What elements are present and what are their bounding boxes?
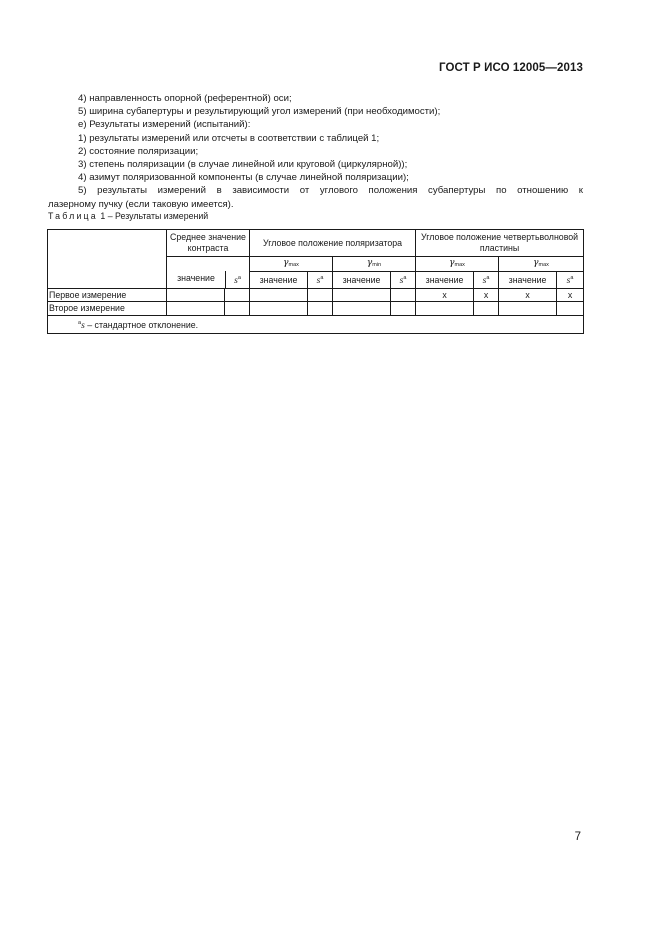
table-footnote-row [48, 316, 584, 334]
standard-header: ГОСТ Р ИСО 12005—2013 [438, 62, 583, 74]
value-label: значение [416, 272, 474, 289]
sd-label: $s^a$ [557, 272, 584, 289]
gamma-polarizer-min: γmin [333, 257, 416, 272]
quarter-wave-group-header: Угловое положение четвертьволновой пластины [416, 230, 584, 257]
table-row [48, 289, 584, 302]
table-cell [333, 289, 391, 302]
paragraph-line: 2) состояние поляризации; [78, 145, 199, 157]
table-cell: x [557, 289, 584, 302]
table-header-row [48, 230, 584, 257]
empty-corner-cell [48, 230, 167, 289]
table-cell [333, 302, 391, 316]
table-cell [557, 302, 584, 316]
polarizer-group-header: Угловое положение поляризатора [250, 230, 416, 257]
paragraph-line: 5) ширина субапертуры и результирующий угол измерений (при необходимости); [78, 106, 441, 118]
value-label: значение [333, 272, 391, 289]
table-cell [167, 302, 225, 316]
sd-label: $s^a$ [391, 272, 416, 289]
table-cell [391, 302, 416, 316]
table-footnote: $^a$s – стандартное отклонение. [48, 316, 584, 334]
table-cell: x [474, 289, 499, 302]
paragraph-line: 4) азимут поляризованной компоненты (в случае линейной поляризации); [78, 172, 409, 184]
table-cell [308, 289, 333, 302]
table-cell [499, 302, 557, 316]
value-label: значение [250, 272, 308, 289]
row-label: Второе измерение [48, 302, 167, 316]
paragraph-line: 3) степень поляризации (в случае линейной или круговой (циркулярной)); [78, 159, 408, 171]
paragraph-line: 5) результаты измерений в зависимости от углового положения субапертуры по отношению к [78, 185, 583, 197]
sd-label: $s^a$ [474, 272, 499, 289]
table-cell [225, 302, 250, 316]
table-cell [167, 289, 225, 302]
paragraph-line: е) Результаты измерений (испытаний): [78, 119, 251, 131]
table-row [48, 302, 584, 316]
table-cell [308, 302, 333, 316]
sd-label: $s^a$ [308, 272, 333, 289]
table-caption-text: 1 – Результаты измерений [100, 211, 209, 221]
table-cell [474, 302, 499, 316]
table-cell [225, 289, 250, 302]
table-cell: x [416, 289, 474, 302]
gamma-polarizer-max: γmax [250, 257, 333, 272]
paragraph-line: 4) направленность опорной (референтной) оси; [78, 93, 292, 104]
table-caption-prefix: Таблица [48, 211, 98, 221]
row-label: Первое измерение [48, 289, 167, 302]
table-cell [250, 289, 308, 302]
table-cell [416, 302, 474, 316]
gamma-plate-max-2: γmax [499, 257, 584, 272]
contrast-group-header: Среднее значение контраста [167, 230, 250, 257]
table-cell: x [499, 289, 557, 302]
paragraph-line: 1) результаты измерений или отсчеты в соответствии с таблицей 1; [78, 132, 380, 144]
table-caption [48, 211, 208, 221]
contrast-subheader-cell [167, 257, 250, 289]
table-cell [250, 302, 308, 316]
page-number: 7 [574, 831, 581, 843]
results-table [47, 229, 584, 334]
value-label: значение [167, 271, 226, 288]
sd-label: $s^a$ [234, 275, 241, 286]
paragraph-line: лазерному пучку (если таковую имеется). [48, 198, 234, 210]
table-cell [391, 289, 416, 302]
document-body [48, 92, 583, 211]
value-label: значение [499, 272, 557, 289]
gamma-plate-max: γmax [416, 257, 499, 272]
